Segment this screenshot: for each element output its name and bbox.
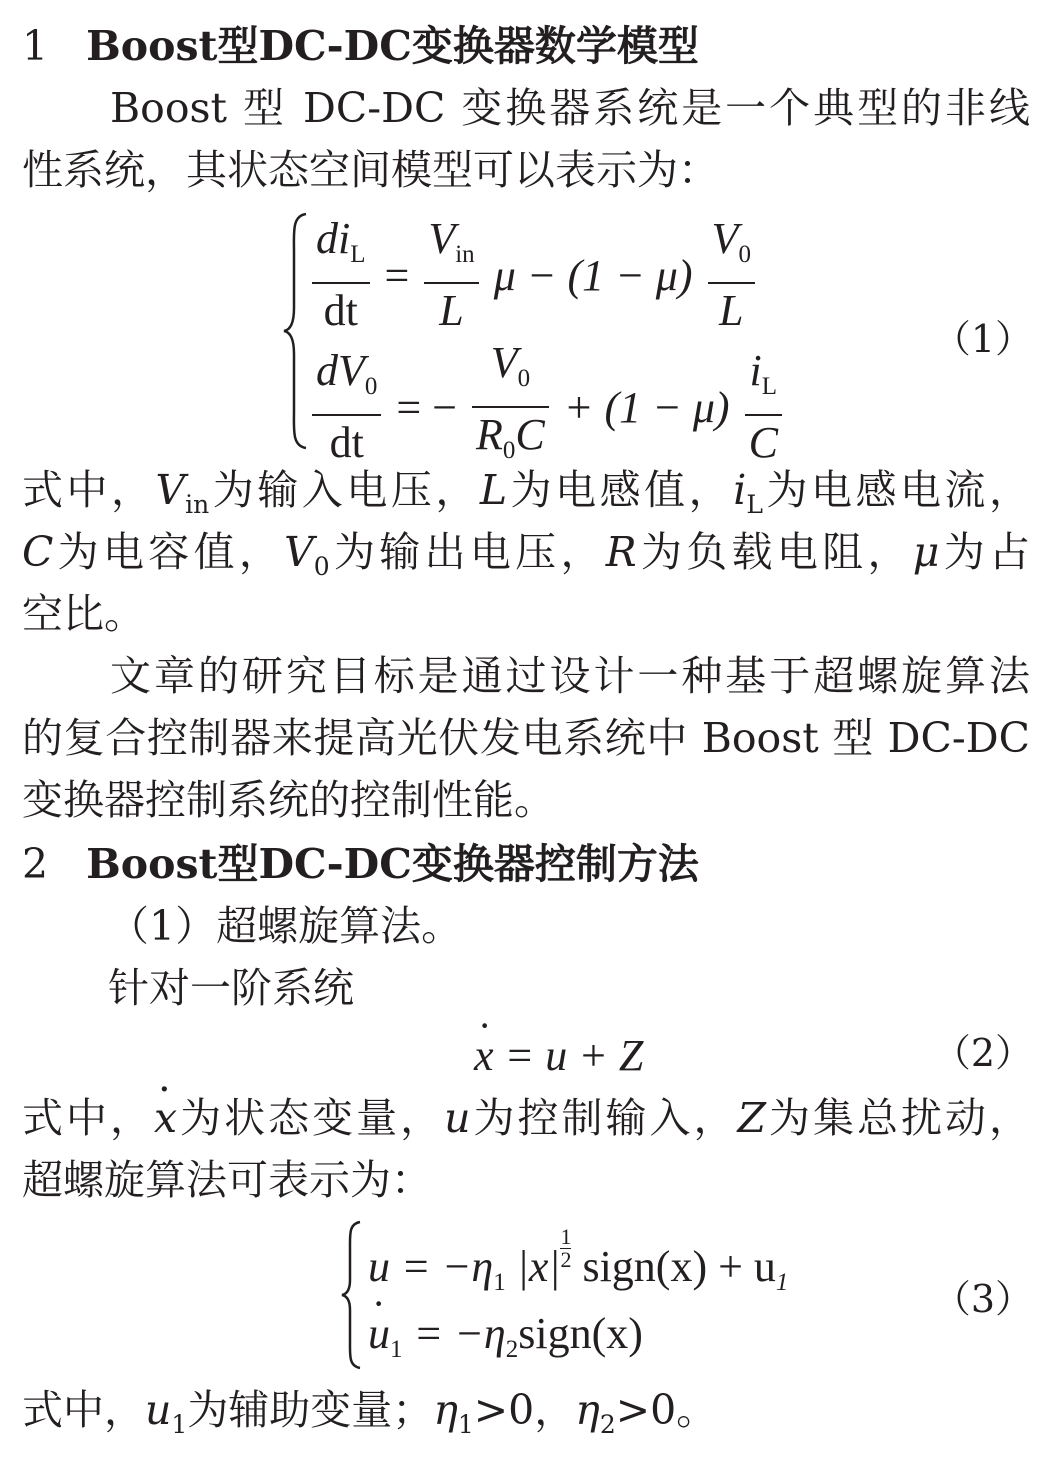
para3-line3: 变换器控制系统的控制性能。 [22, 776, 555, 824]
para5-line2: 超螺旋算法可表示为： [22, 1156, 432, 1204]
section-1-heading [22, 16, 1055, 76]
equation-2: · x = u + Z [474, 1030, 643, 1081]
para2-line3: 空比。 [22, 590, 145, 638]
para5-line1: 式中，· x为状态变量，u为控制输入，Z为集总扰动， [22, 1088, 1030, 1148]
para1-line1: Boost 型 DC-DC 变换器系统是一个典型的非线 [110, 84, 1030, 132]
para2-line2: C为电容值，$V_0$为输出电压，R为负载电阻，μ为占 [22, 528, 1031, 581]
para3-line2: 的复合控制器来提高光伏发电系统中 Boost 型 DC-DC [22, 714, 1030, 762]
section-2-heading [22, 834, 1055, 894]
section-1-number: 1 [22, 22, 49, 70]
para4: 针对一阶系统 [108, 964, 354, 1012]
equation-3-brace [340, 1220, 364, 1370]
para6: 式中，$u_1$为辅助变量；$\eta_1>0$，$\eta_2>0$。 [22, 1386, 718, 1439]
equation-3-row-1: $u = -\eta_1$ |x| $\frac{1}{2}$ sign(x) + $u_1$ [368, 1224, 789, 1296]
para1-line2: 性系统，其状态空间模型可以表示为： [22, 146, 719, 194]
equation-3-number: （3） [932, 1277, 1033, 1321]
para3-line1: 文章的研究目标是通过设计一种基于超螺旋算法 [110, 652, 1030, 700]
section-2-title: Boost型DC-DC变换器控制方法 [86, 840, 699, 888]
equation-1-row-2: $\frac{dV_0}{dt}$ = − $\frac{V_0}{R_0C}$ + (1 − μ) $\frac{i_L}{C}$ [308, 336, 786, 478]
subsection-1: （1）超螺旋算法。 [108, 902, 463, 950]
section-1-title: Boost型DC-DC变换器数学模型 [86, 22, 699, 70]
equation-1-number: （1） [932, 317, 1033, 361]
equation-1-row-1: $\frac{di_L}{dt}$ = $\frac{V_{in}}{L}$ μ − (1 − μ) $\frac{V_0}{L}$ [308, 212, 759, 338]
equation-2-number: （2） [932, 1031, 1033, 1075]
equation-1-brace [282, 212, 310, 450]
para2-line1: 式中，$V_{in}$为输入电压，L为电感值，$i_L$为电感电流， [22, 466, 1031, 519]
section-2-number: 2 [22, 840, 49, 888]
equation-3-row-2: · $u_1$ = $-\eta_2sign(x)$ [368, 1308, 643, 1364]
